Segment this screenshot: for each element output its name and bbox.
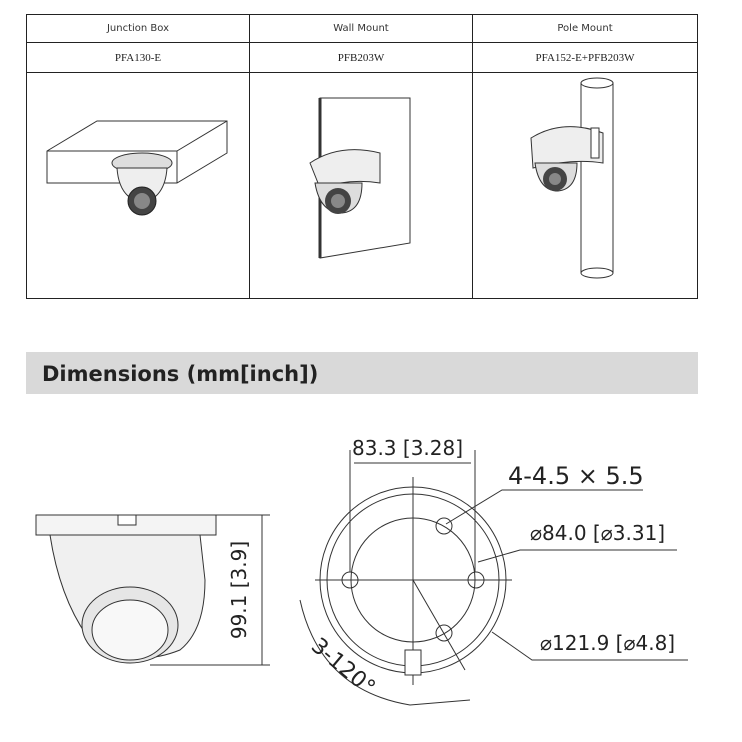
wall-mount-image [250, 73, 473, 299]
dimension-drawing [0, 400, 742, 742]
pole-mount-illustration [473, 73, 697, 293]
section-title: Dimensions (mm[inch]) [42, 362, 319, 386]
header-wall-mount: Wall Mount [250, 15, 473, 43]
header-junction-box: Junction Box [27, 15, 250, 43]
hole-size-dimension: 4-4.5 × 5.5 [508, 462, 644, 490]
model-wall-mount: PFB203W [250, 43, 473, 73]
outer-diameter-dimension: ⌀121.9 [⌀4.8] [540, 631, 676, 655]
inner-diameter-dimension: ⌀84.0 [⌀3.31] [530, 521, 666, 545]
wall-mount-illustration [250, 73, 472, 293]
dimensions-section-header [26, 352, 698, 394]
height-dimension: 99.1 [3.9] [227, 540, 251, 640]
hole-spacing-dimension: 83.3 [3.28] [352, 436, 464, 460]
mount-accessory-table [26, 14, 698, 299]
header-pole-mount: Pole Mount [473, 15, 698, 43]
pole-mount-image [473, 73, 698, 299]
junction-box-image [27, 73, 250, 299]
model-pole-mount: PFA152-E+PFB203W [473, 43, 698, 73]
angle-dimension: 3-120° [306, 633, 380, 701]
junction-box-illustration [27, 73, 249, 293]
model-junction-box: PFA130-E [27, 43, 250, 73]
